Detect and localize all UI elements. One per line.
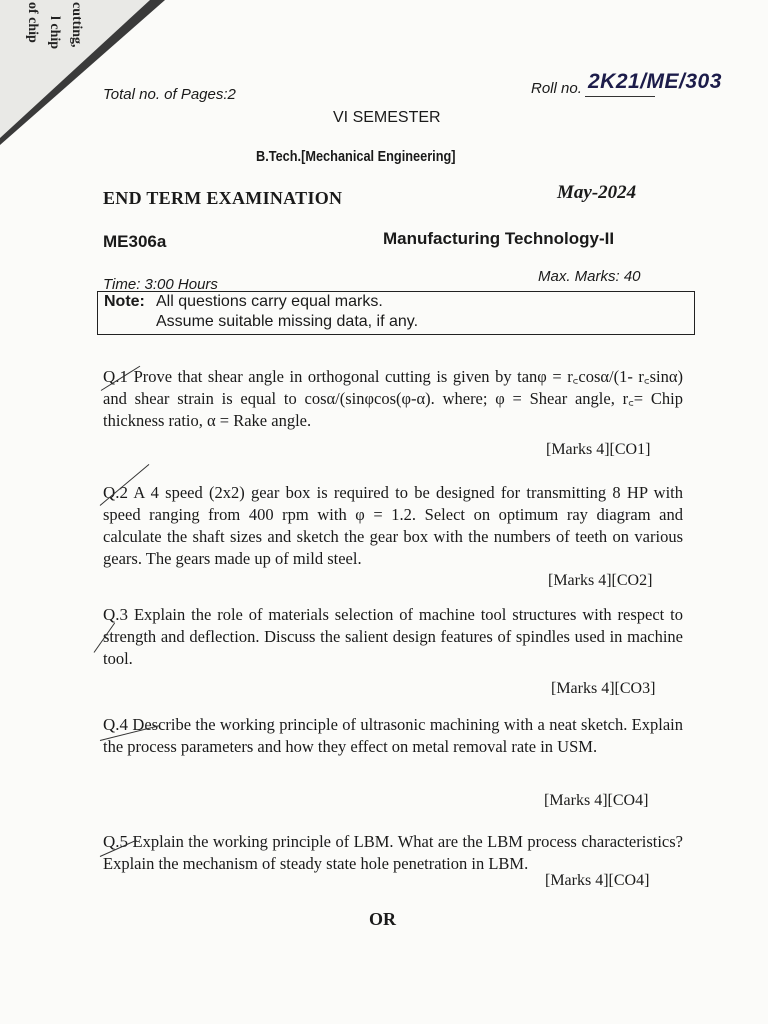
corner-fragment-line: cutting,: [69, 2, 84, 48]
note-line-1: All questions carry equal marks.: [156, 293, 383, 310]
question-number: Q.5: [103, 832, 129, 851]
roll-no-value: 2K21/ME/303: [588, 70, 722, 93]
exam-time: Time: 3:00 Hours: [103, 276, 218, 293]
max-marks: Max. Marks: 40: [538, 268, 641, 285]
question-text: Explain the role of materials selection of machine tool structures with respect to strength and deflection. Discuss the salient design features of spindles used in machine tool.: [103, 605, 683, 668]
question-3: [103, 604, 683, 670]
corner-fragment-line: l chip: [47, 16, 62, 50]
question-text: Explain the working principle of LBM. What are the LBM process characteristics? Explain the mechanism of steady state hole penetration in LBM.: [103, 832, 683, 873]
exam-date: May-2024: [557, 182, 637, 203]
question-text: Prove that shear angle in orthogonal cutting is given by tanφ = r꜀cosα/(1- r꜀sinα) and shear strain is equal to cosα/(sinφcos(φ-α). where; φ = Shear angle, r꜀= Chip thickness ratio, α = Rake angle.: [103, 367, 684, 430]
exam-title: END TERM EXAMINATION: [103, 188, 343, 208]
question-number: Q.3: [103, 605, 129, 624]
course-code: ME306a: [103, 232, 167, 251]
question-number: Q.1: [103, 367, 129, 386]
total-pages: Total no. of Pages:2: [103, 86, 236, 103]
question-4: [103, 714, 683, 758]
question-marks: [Marks 4][CO4]: [544, 792, 649, 809]
corner-fragment-line: of chip: [25, 2, 40, 43]
question-2: [103, 482, 683, 570]
question-text: Describe the working principle of ultrasonic machining with a neat sketch. Explain the process parameters and how they effect on metal removal rate in USM.: [103, 715, 684, 756]
question-marks: [Marks 4][CO2]: [548, 572, 653, 589]
question-1: [103, 366, 683, 432]
question-marks: [Marks 4][CO4]: [545, 872, 650, 889]
roll-no-underline: [585, 96, 655, 97]
note-box: [97, 291, 695, 335]
note-label: Note:: [104, 293, 145, 310]
note-line-2: Assume suitable missing data, if any.: [156, 313, 419, 330]
question-marks: [Marks 4][CO3]: [551, 680, 656, 697]
semester: VI SEMESTER: [333, 109, 441, 126]
question-number: Q.2: [103, 483, 129, 502]
question-5: [103, 831, 683, 875]
question-text: A 4 speed (2x2) gear box is required to be designed for transmitting 8 HP with speed ranging from 400 rpm with φ = 1.2. Select on optimum ray diagram and calculate the shaft sizes and sketch the gear box with the numbers of teeth on various gears. The gears made up of mild steel.: [103, 483, 684, 568]
course-title: Manufacturing Technology-II: [383, 229, 615, 248]
or-label: OR: [369, 909, 396, 929]
roll-no-label: Roll no.: [531, 80, 582, 97]
question-marks: [Marks 4][CO1]: [546, 441, 651, 458]
program: B.Tech.[Mechanical Engineering]: [256, 148, 456, 165]
question-number: Q.4: [103, 715, 129, 734]
